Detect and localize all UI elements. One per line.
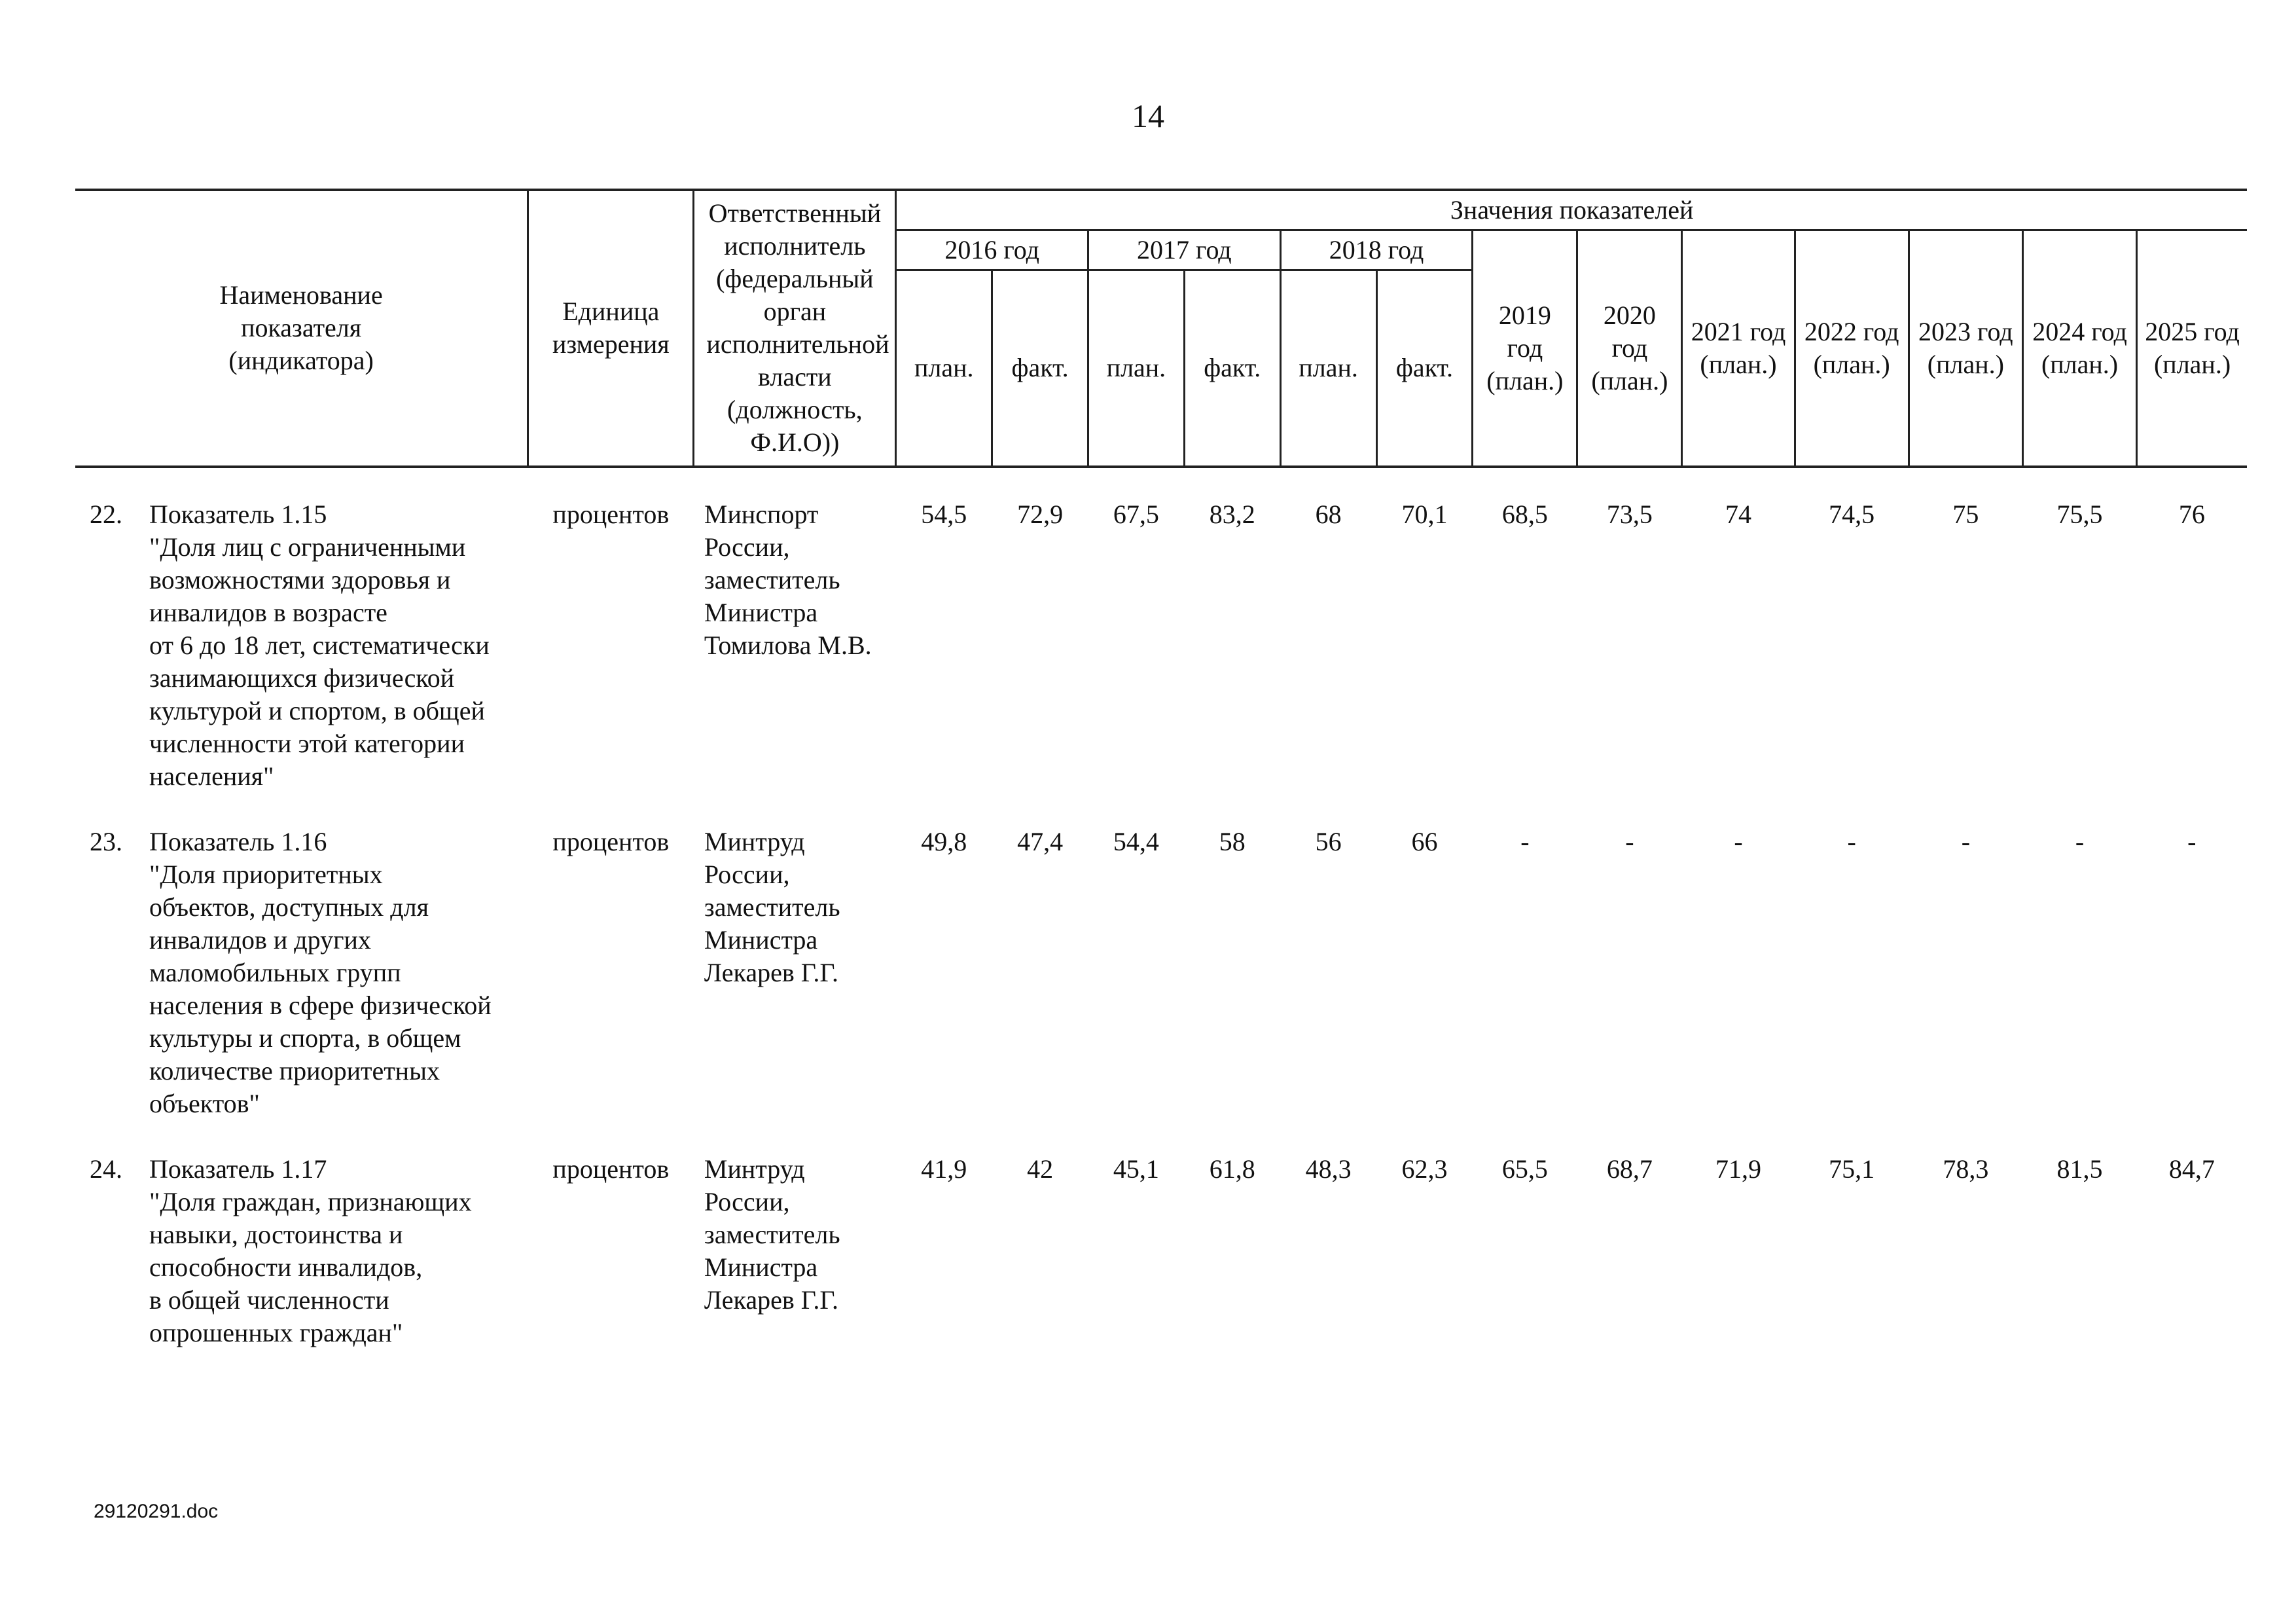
value-2022-plan: 75,1 [1829,1154,1875,1184]
executor-cell [694,498,896,793]
executor-line: Лекарев Г.Г. [704,957,838,987]
executor-line: Министра [704,597,818,627]
value-2019-plan: - [1520,826,1530,856]
indicator-name-line: Показатель 1.17 [149,1154,327,1184]
row-number: 22. [90,499,122,529]
indicator-name-cell [75,1153,528,1349]
value-2017-fact: 58 [1219,826,1246,856]
executor-line: Министра [704,924,818,955]
indicator-name-line: в общей численности [149,1285,389,1315]
value-2018-fact: 66 [1411,826,1438,856]
unit-cell: процентов [552,1154,670,1184]
table-row [75,1153,2247,1349]
value-2018-fact: 62,3 [1401,1154,1448,1184]
table-row [75,498,2247,793]
executor-line: Министра [704,1252,818,1282]
indicator-name-line: объектов" [149,1088,260,1118]
value-2018-plan: 48,3 [1305,1154,1352,1184]
value-2016-fact: 47,4 [1017,826,1064,856]
header-unit: Единица измерения [528,190,694,467]
indicator-name-line: количестве приоритетных [149,1055,440,1085]
header-year-2018: 2018 год [1280,230,1473,270]
indicator-name-line: занимающихся физической [149,663,455,693]
value-2017-fact: 83,2 [1209,499,1255,529]
indicator-name-line: Показатель 1.15 [149,499,327,529]
indicator-name-line: "Доля граждан, признающих [149,1186,472,1216]
value-2020-plan: - [1625,826,1634,856]
indicator-name-line: способности инвалидов, [149,1252,423,1282]
executor-line: России, [704,532,790,562]
value-2024-plan: 81,5 [2056,1154,2103,1184]
value-2021-plan: 71,9 [1715,1154,1761,1184]
executor-line: Минтруд [704,1154,805,1184]
value-2016-fact: 42 [1027,1154,1054,1184]
indicator-name-line: инвалидов и других [149,924,371,955]
executor-line: заместитель [704,892,840,922]
header-values-group: Значения показателей [896,190,2247,230]
header-executor: Ответственный исполнитель (федеральный орган исполнительной власти (должность, Ф.И.О)) [694,190,896,467]
value-2022-plan: - [1847,826,1856,856]
value-2021-plan: - [1734,826,1743,856]
unit-cell: процентов [552,826,670,856]
header-2017-fact: факт. [1184,270,1280,467]
indicator-name-line: возможностями здоровья и [149,564,451,594]
value-2025-plan: 84,7 [2168,1154,2215,1184]
value-2016-plan: 49,8 [921,826,967,856]
indicator-name-line: объектов, доступных для [149,892,429,922]
executor-line: Лекарев Г.Г. [704,1285,838,1315]
value-2020-plan: 73,5 [1606,499,1653,529]
value-2019-plan: 65,5 [1501,1154,1548,1184]
value-2024-plan: - [2075,826,2085,856]
indicator-name-line: "Доля лиц с ограниченными [149,532,466,562]
value-2022-plan: 74,5 [1829,499,1875,529]
value-2019-plan: 68,5 [1501,499,1548,529]
executor-line: Минспорт [704,499,819,529]
value-2017-fact: 61,8 [1209,1154,1255,1184]
value-2017-plan: 54,4 [1113,826,1159,856]
indicator-name-line: населения в сфере физической [149,990,492,1020]
header-year-2025: 2025 год (план.) [2137,230,2247,467]
indicator-name-line: маломобильных групп [149,957,401,987]
indicators-table [75,189,2247,1349]
indicator-name-line: опрошенных граждан" [149,1317,403,1347]
indicator-name-line: культурой и спортом, в общей [149,695,485,725]
value-2017-plan: 67,5 [1113,499,1159,529]
header-2016-plan: план. [896,270,992,467]
page-number: 14 [1132,98,1164,134]
indicator-name-line: "Доля приоритетных [149,859,383,889]
value-2016-plan: 41,9 [921,1154,967,1184]
indicator-name-line: населения" [149,761,274,791]
header-year-2023: 2023 год (план.) [1909,230,2022,467]
table-body [75,467,2247,1349]
executor-cell [694,1153,896,1349]
indicator-name-line: навыки, достоинства и [149,1219,403,1249]
value-2016-plan: 54,5 [921,499,967,529]
indicator-name-line: численности этой категории [149,728,465,758]
header-2018-plan: план. [1280,270,1376,467]
executor-line: России, [704,1186,790,1216]
document-filename: 29120291.doc [94,1501,219,1522]
header-year-2024: 2024 год (план.) [2022,230,2136,467]
value-2024-plan: 75,5 [2056,499,2103,529]
header-year-2016: 2016 год [896,230,1088,270]
header-2018-fact: факт. [1376,270,1473,467]
row-number: 24. [90,1154,122,1184]
value-2018-plan: 56 [1315,826,1342,856]
executor-line: заместитель [704,1219,840,1249]
indicator-name-line: Показатель 1.16 [149,826,327,856]
header-year-2020: 2020 год (план.) [1577,230,1682,467]
value-2016-fact: 72,9 [1017,499,1064,529]
header-year-2019: 2019 год (план.) [1473,230,1577,467]
executor-line: России, [704,859,790,889]
header-year-2017: 2017 год [1088,230,1281,270]
value-2025-plan: 76 [2178,499,2205,529]
value-2018-fact: 70,1 [1401,499,1448,529]
executor-cell [694,826,896,1120]
indicator-name-cell [75,826,528,1120]
executor-line: Минтруд [704,826,805,856]
value-2023-plan: 75 [1952,499,1979,529]
unit-cell: процентов [552,499,670,529]
header-2016-fact: факт. [992,270,1088,467]
value-2025-plan: - [2187,826,2197,856]
value-2020-plan: 68,7 [1606,1154,1653,1184]
header-2017-plan: план. [1088,270,1185,467]
indicator-name-cell [75,498,528,793]
indicator-name-line: от 6 до 18 лет, систематически [149,630,490,660]
executor-line: заместитель [704,564,840,594]
header-year-2022: 2022 год (план.) [1795,230,1909,467]
value-2023-plan: - [1961,826,1971,856]
row-number: 23. [90,826,122,856]
table-row [75,826,2247,1120]
value-2023-plan: 78,3 [1943,1154,1989,1184]
header-indicator-name: Наименование показателя (индикатора) [75,190,528,467]
executor-line: Томилова М.В. [704,630,872,660]
value-2021-plan: 74 [1725,499,1751,529]
header-year-2021: 2021 год (план.) [1682,230,1795,467]
indicator-name-line: инвалидов в возрасте [149,597,387,627]
value-2018-plan: 68 [1315,499,1342,529]
indicator-name-line: культуры и спорта, в общем [149,1023,461,1053]
value-2017-plan: 45,1 [1113,1154,1159,1184]
